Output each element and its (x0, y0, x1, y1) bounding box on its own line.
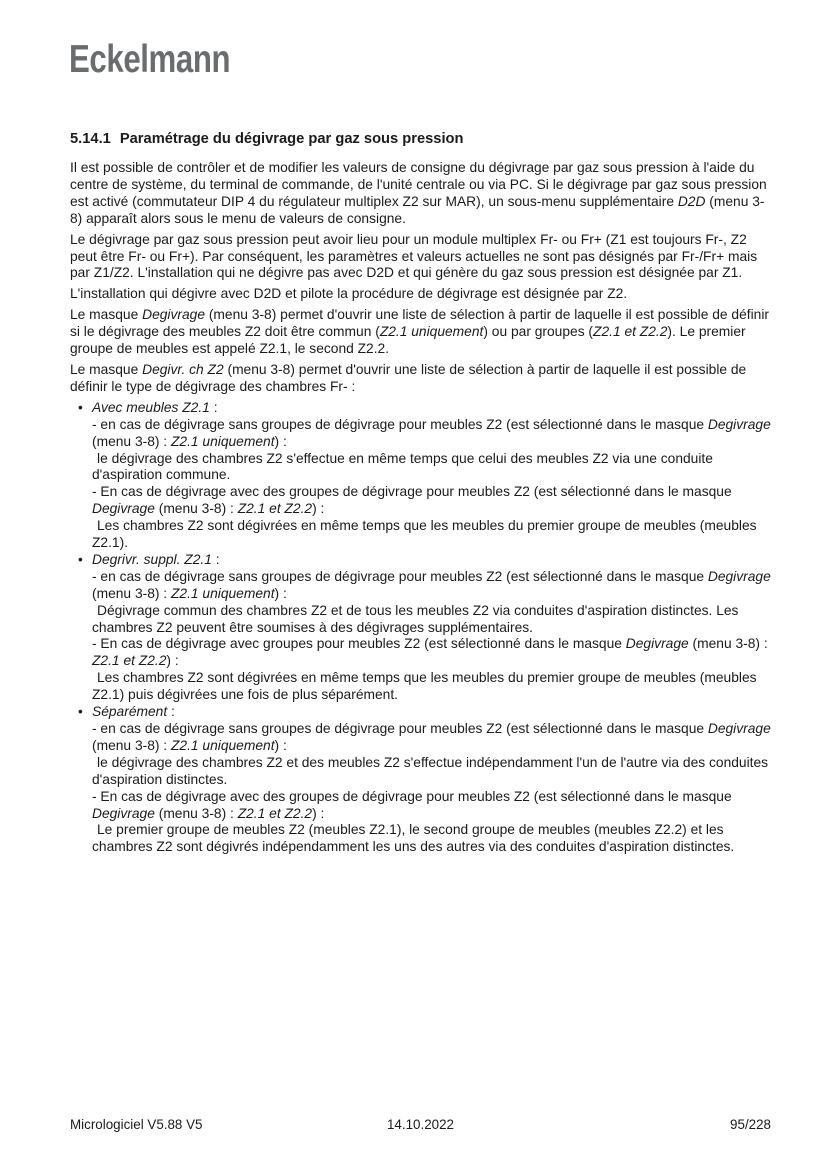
text-run: - En cas de dégivrage avec groupes pour meubles Z2 (est sélectionné dans le masque (92, 636, 626, 652)
emphasis-text: Degivrage (707, 721, 771, 736)
list-line (92, 721, 771, 755)
emphasis-text: Avec meubles Z2.1 (92, 399, 210, 415)
text-run: (menu 3-8) permet d'ouvrir une liste de sélection à partir de laquelle il est possible de définir le type de dégivrage des chambres Fr- : (70, 361, 747, 394)
text-run: Les chambres Z2 sont dégivrées en même temps que les meubles du premier groupe de meubles (meubles Z2.1) puis dégivrées une fois de plus séparément. (92, 670, 757, 703)
text-run: le dégivrage des chambres Z2 s'effectue en même temps que celui des meubles Z2 via une conduite d'aspiration commune. (92, 450, 713, 483)
emphasis-text: Séparément (92, 704, 168, 720)
text-run: : (211, 551, 220, 567)
page-footer (70, 1117, 771, 1133)
list-line (92, 670, 771, 704)
text-run: ) : (166, 653, 179, 669)
text-run: ) ou par groupes ( (483, 324, 594, 340)
text-run: (menu 3-8) permet d'ouvrir une liste de sélection à partir de laquelle il est possible de définir si le dégivrage des meubles Z2 doit être commun ( (70, 307, 770, 340)
list-line (92, 603, 771, 637)
footer-firmware-version: Micrologiciel V5.88 V5 (70, 1117, 203, 1132)
document-body (70, 160, 771, 856)
text-run: ) : (274, 737, 287, 753)
text-run: - en cas de dégivrage sans groupes de dégivrage pour meubles Z2 (est sélectionné dans le masque (92, 416, 708, 432)
text-run: ) : (274, 585, 287, 601)
list-line (92, 569, 771, 603)
text-run: le dégivrage des chambres Z2 et des meubles Z2 s'effectue indépendamment l'un de l'autre via des conduites d'aspiration distinctes. (92, 754, 769, 787)
text-run: ) : (312, 805, 325, 821)
text-run: Il est possible de contrôler et de modifier les valeurs de consigne du dégivrage par gaz sous pression à l'aide du centre de système, du terminal de commande, de l'unité centrale ou via PC. Si le dégivrage par gaz sous pression est activé (commutateur DIP 4 du régulateur multiplex Z2 sur MAR), un sous-menu supplémentaire (70, 160, 767, 209)
text-run: : (209, 399, 218, 415)
section-title: Paramétrage du dégivrage par gaz sous pression (119, 131, 464, 147)
text-run: (menu 3-8) : (688, 636, 768, 652)
emphasis-text: Z2.1 uniquement (170, 737, 275, 753)
text-run: (menu 3-8) : (154, 501, 238, 517)
list-line (92, 789, 771, 823)
text-run: - en cas de dégivrage sans groupes de dégivrage pour meubles Z2 (est sélectionné dans le masque (92, 721, 708, 736)
text-run: (menu 3-8) : (92, 585, 171, 601)
emphasis-text: Z2.1 et Z2.2 (593, 324, 668, 340)
emphasis-text: Degivrage (625, 636, 689, 652)
list-line (92, 417, 771, 451)
emphasis-text: Z2.1 et Z2.2 (237, 501, 313, 517)
emphasis-text: Z2.1 et Z2.2 (237, 805, 313, 821)
text-run: - En cas de dégivrage avec des groupes de dégivrage pour meubles Z2 (est sélectionné dans le masque (92, 788, 732, 804)
text-run: Le premier groupe de meubles Z2 (meubles Z2.1), le second groupe de meubles (meubles Z2.2) et les chambres Z2 sont dégivrés indépendamment les uns des autres via des conduites d'aspiration distinctes. (92, 822, 735, 855)
text-run: : (167, 704, 175, 720)
text-run: Le masque (70, 307, 143, 323)
emphasis-text: D2D (677, 193, 706, 209)
list-item (92, 704, 771, 856)
paragraph (70, 232, 771, 283)
emphasis-text: Z2.1 uniquement (170, 585, 275, 601)
list-line (92, 451, 771, 485)
list-line (92, 822, 771, 856)
list-line (92, 636, 771, 670)
text-run: Le masque (70, 361, 143, 377)
emphasis-text: Z2.1 uniquement (170, 433, 275, 449)
list-line (92, 518, 771, 552)
text-run: (menu 3-8) : (92, 737, 171, 753)
emphasis-text: Degrivr. suppl. Z2.1 (92, 551, 212, 567)
emphasis-text: Degivrage (142, 307, 205, 323)
emphasis-text: Degivrage (707, 568, 771, 584)
text-run: ). Le premier groupe de meubles est appelé Z2.1, le second Z2.2. (70, 324, 746, 357)
company-logo: Eckelmann (69, 38, 231, 81)
text-run: ) : (312, 501, 325, 517)
emphasis-text: Degivrage (707, 416, 771, 432)
emphasis-text: Degivrage (92, 805, 155, 821)
paragraph (70, 286, 771, 303)
list-line (92, 755, 771, 789)
paragraph (70, 160, 771, 228)
paragraph (70, 307, 771, 358)
bullet-list (70, 400, 771, 856)
list-line (92, 704, 771, 721)
section-heading (70, 130, 464, 148)
text-run: - en cas de dégivrage sans groupes de dégivrage pour meubles Z2 (est sélectionné dans le masque (92, 568, 708, 584)
emphasis-text: Z2.1 et Z2.2 (92, 653, 167, 669)
emphasis-text: Z2.1 uniquement (379, 324, 484, 340)
emphasis-text: Degivr. ch Z2 (142, 361, 224, 377)
text-run: (menu 3-8) : (154, 805, 238, 821)
text-run: Les chambres Z2 sont dégivrées en même temps que les meubles du premier groupe de meubles (meubles Z2.1). (92, 518, 757, 551)
text-run: Le dégivrage par gaz sous pression peut avoir lieu pour un module multiplex Fr- ou Fr+ (Z1 est toujours Fr-, Z2 peut être Fr- ou Fr+). Par conséquent, les paramètres et valeurs actuelles ne sont pas désignés par Fr-/Fr+ mais par Z1/Z2. L'installation qui ne dégivre pas avec D2D et qui génère du gaz sous pression est désignée par Z1. (70, 231, 758, 281)
text-run: Dégivrage commun des chambres Z2 et de tous les meubles Z2 via conduites d'aspiration distinctes. Les chambres Z2 peuvent être soumises à des dégivrages supplémentaires. (92, 602, 739, 635)
list-line (92, 484, 771, 518)
list-line (92, 552, 771, 569)
list-line (92, 400, 771, 417)
text-run: ) : (274, 433, 287, 449)
section-number: 5.14.1 (70, 131, 111, 147)
text-run: L'installation qui dégivre avec D2D et pilote la procédure de dégivrage est désignée par Z2. (70, 286, 628, 302)
text-run: (menu 3-8) apparaît alors sous le menu de valeurs de consigne. (70, 193, 765, 226)
footer-date: 14.10.2022 (386, 1117, 455, 1132)
paragraph (70, 362, 771, 396)
emphasis-text: Degivrage (92, 501, 155, 517)
list-item (92, 400, 771, 552)
footer-page-number: 95/228 (730, 1117, 772, 1132)
text-run: - En cas de dégivrage avec des groupes de dégivrage pour meubles Z2 (est sélectionné dans le masque (92, 484, 732, 500)
text-run: (menu 3-8) : (92, 433, 171, 449)
list-item (92, 552, 771, 704)
